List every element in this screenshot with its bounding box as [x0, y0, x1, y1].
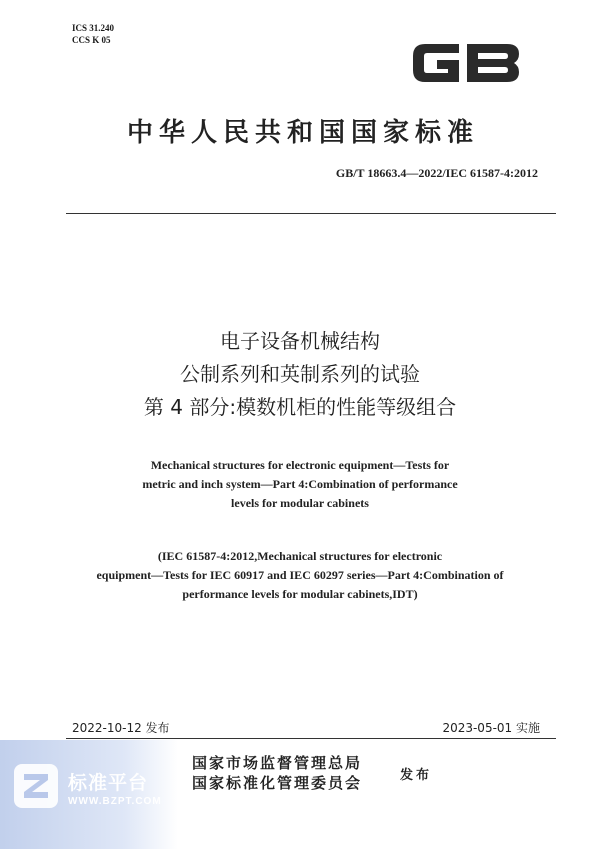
iec-reference	[0, 547, 600, 604]
watermark	[0, 740, 178, 849]
classification-codes	[72, 22, 114, 46]
chinese-title-line: 电子设备机械结构	[220, 329, 380, 353]
standard-number: GB/T 18663.4—2022/IEC 61587-4:2012	[335, 166, 538, 180]
english-title	[0, 456, 600, 513]
gb-logo	[407, 38, 525, 88]
chinese-title-line: 第 4 部分:模数机柜的性能等级组合	[143, 395, 457, 419]
bottom-divider	[66, 738, 556, 739]
watermark-url: WWW.BZPT.COM	[68, 796, 162, 807]
standard-title: 中华人民共和国国家标准	[126, 118, 479, 148]
chinese-title-line: 公制系列和英制系列的试验	[180, 362, 420, 386]
watermark-text: 标准平台	[68, 772, 149, 794]
iec-reference-line: performance levels for modular cabinets,IDT)	[182, 587, 418, 601]
ccs-code: CCS K 05	[72, 35, 111, 45]
issuer-samr: 国家市场监督管理总局	[192, 754, 363, 772]
z-logo-icon	[12, 762, 60, 810]
publish-label: 发布	[400, 768, 433, 783]
svg-text:GB: GB	[407, 38, 409, 39]
issuer-sac: 国家标准化管理委员会	[192, 774, 363, 792]
effective-date: 2023-05-01 实施	[442, 721, 540, 735]
iec-reference-line: (IEC 61587-4:2012,Mechanical structures for electronic	[157, 549, 443, 563]
chinese-title	[0, 325, 600, 424]
top-divider	[66, 213, 556, 214]
iec-reference-line: equipment—Tests for IEC 60917 and IEC 60297 series—Part 4:Combination of	[96, 568, 504, 582]
issuing-authorities	[192, 753, 362, 793]
english-title-line: metric and inch system—Part 4:Combination of performance	[142, 477, 458, 491]
english-title-line: Mechanical structures for electronic equipment—Tests for	[150, 458, 450, 472]
ics-code: ICS 31.240	[72, 23, 115, 33]
issue-date: 2022-10-12 发布	[72, 721, 170, 735]
english-title-line: levels for modular cabinets	[231, 496, 369, 510]
